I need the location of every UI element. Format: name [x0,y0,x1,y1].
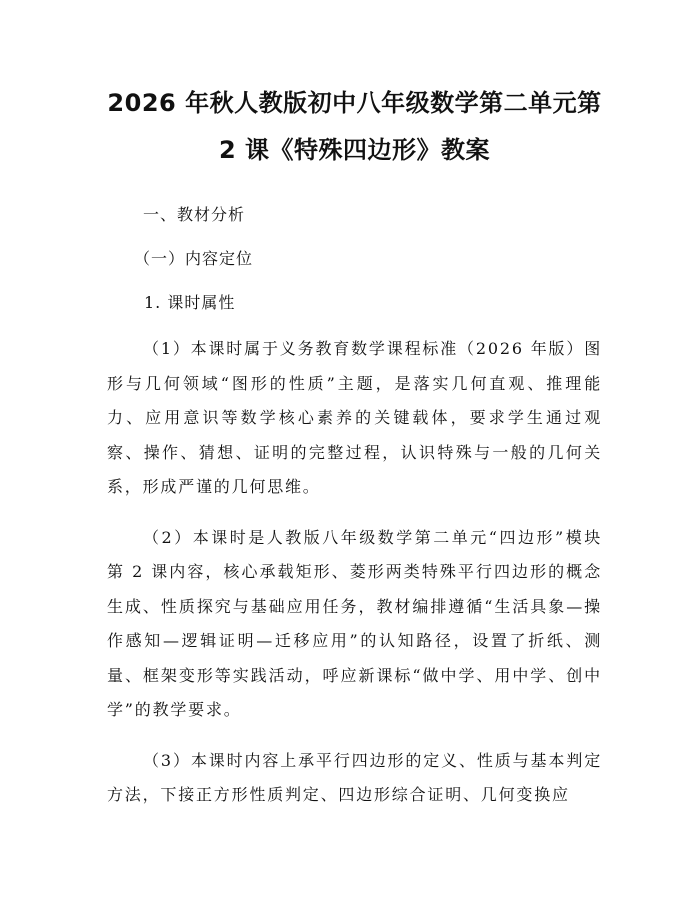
item-heading: 1. 课时属性 [144,293,236,312]
paragraph-2: （2）本课时是人教版八年级数学第二单元“四边形”模块第 2 课内容，核心承载矩形、菱形两类特殊平行四边形的概念生成、性质探究与基础应用任务，教材编排遵循“生活具象—操作感知—逻辑证明—迁移应用”的认知路径，设置了折纸、测量、框架变形等实践活动，呼应新课标“做中学、用中学、创中学”的教学要求。 [107,527,602,719]
section-heading: 一、教材分析 [143,205,246,224]
paragraph-3: （3）本课时内容上承平行四边形的定义、性质与基本判定方法，下接正方形性质判定、四边形综合证明、几何变换应 [107,750,602,804]
subsection-heading: （一）内容定位 [134,249,254,268]
paragraph-1: （1）本课时属于义务教育数学课程标准（2026 年版）图形与几何领域“图形的性质”主题，是落实几何直观、推理能力、应用意识等数学核心素养的关键载体，要求学生通过观察、操作、猜想、证明的完整过程，认识特殊与一般的几何关系，形成严谨的几何思维。 [107,339,602,496]
title-line-2: 2 课《特殊四边形》教案 [218,136,491,164]
document-title [107,80,602,174]
title-line-1: 2026 年秋人教版初中八年级数学第二单元第 [107,89,602,117]
